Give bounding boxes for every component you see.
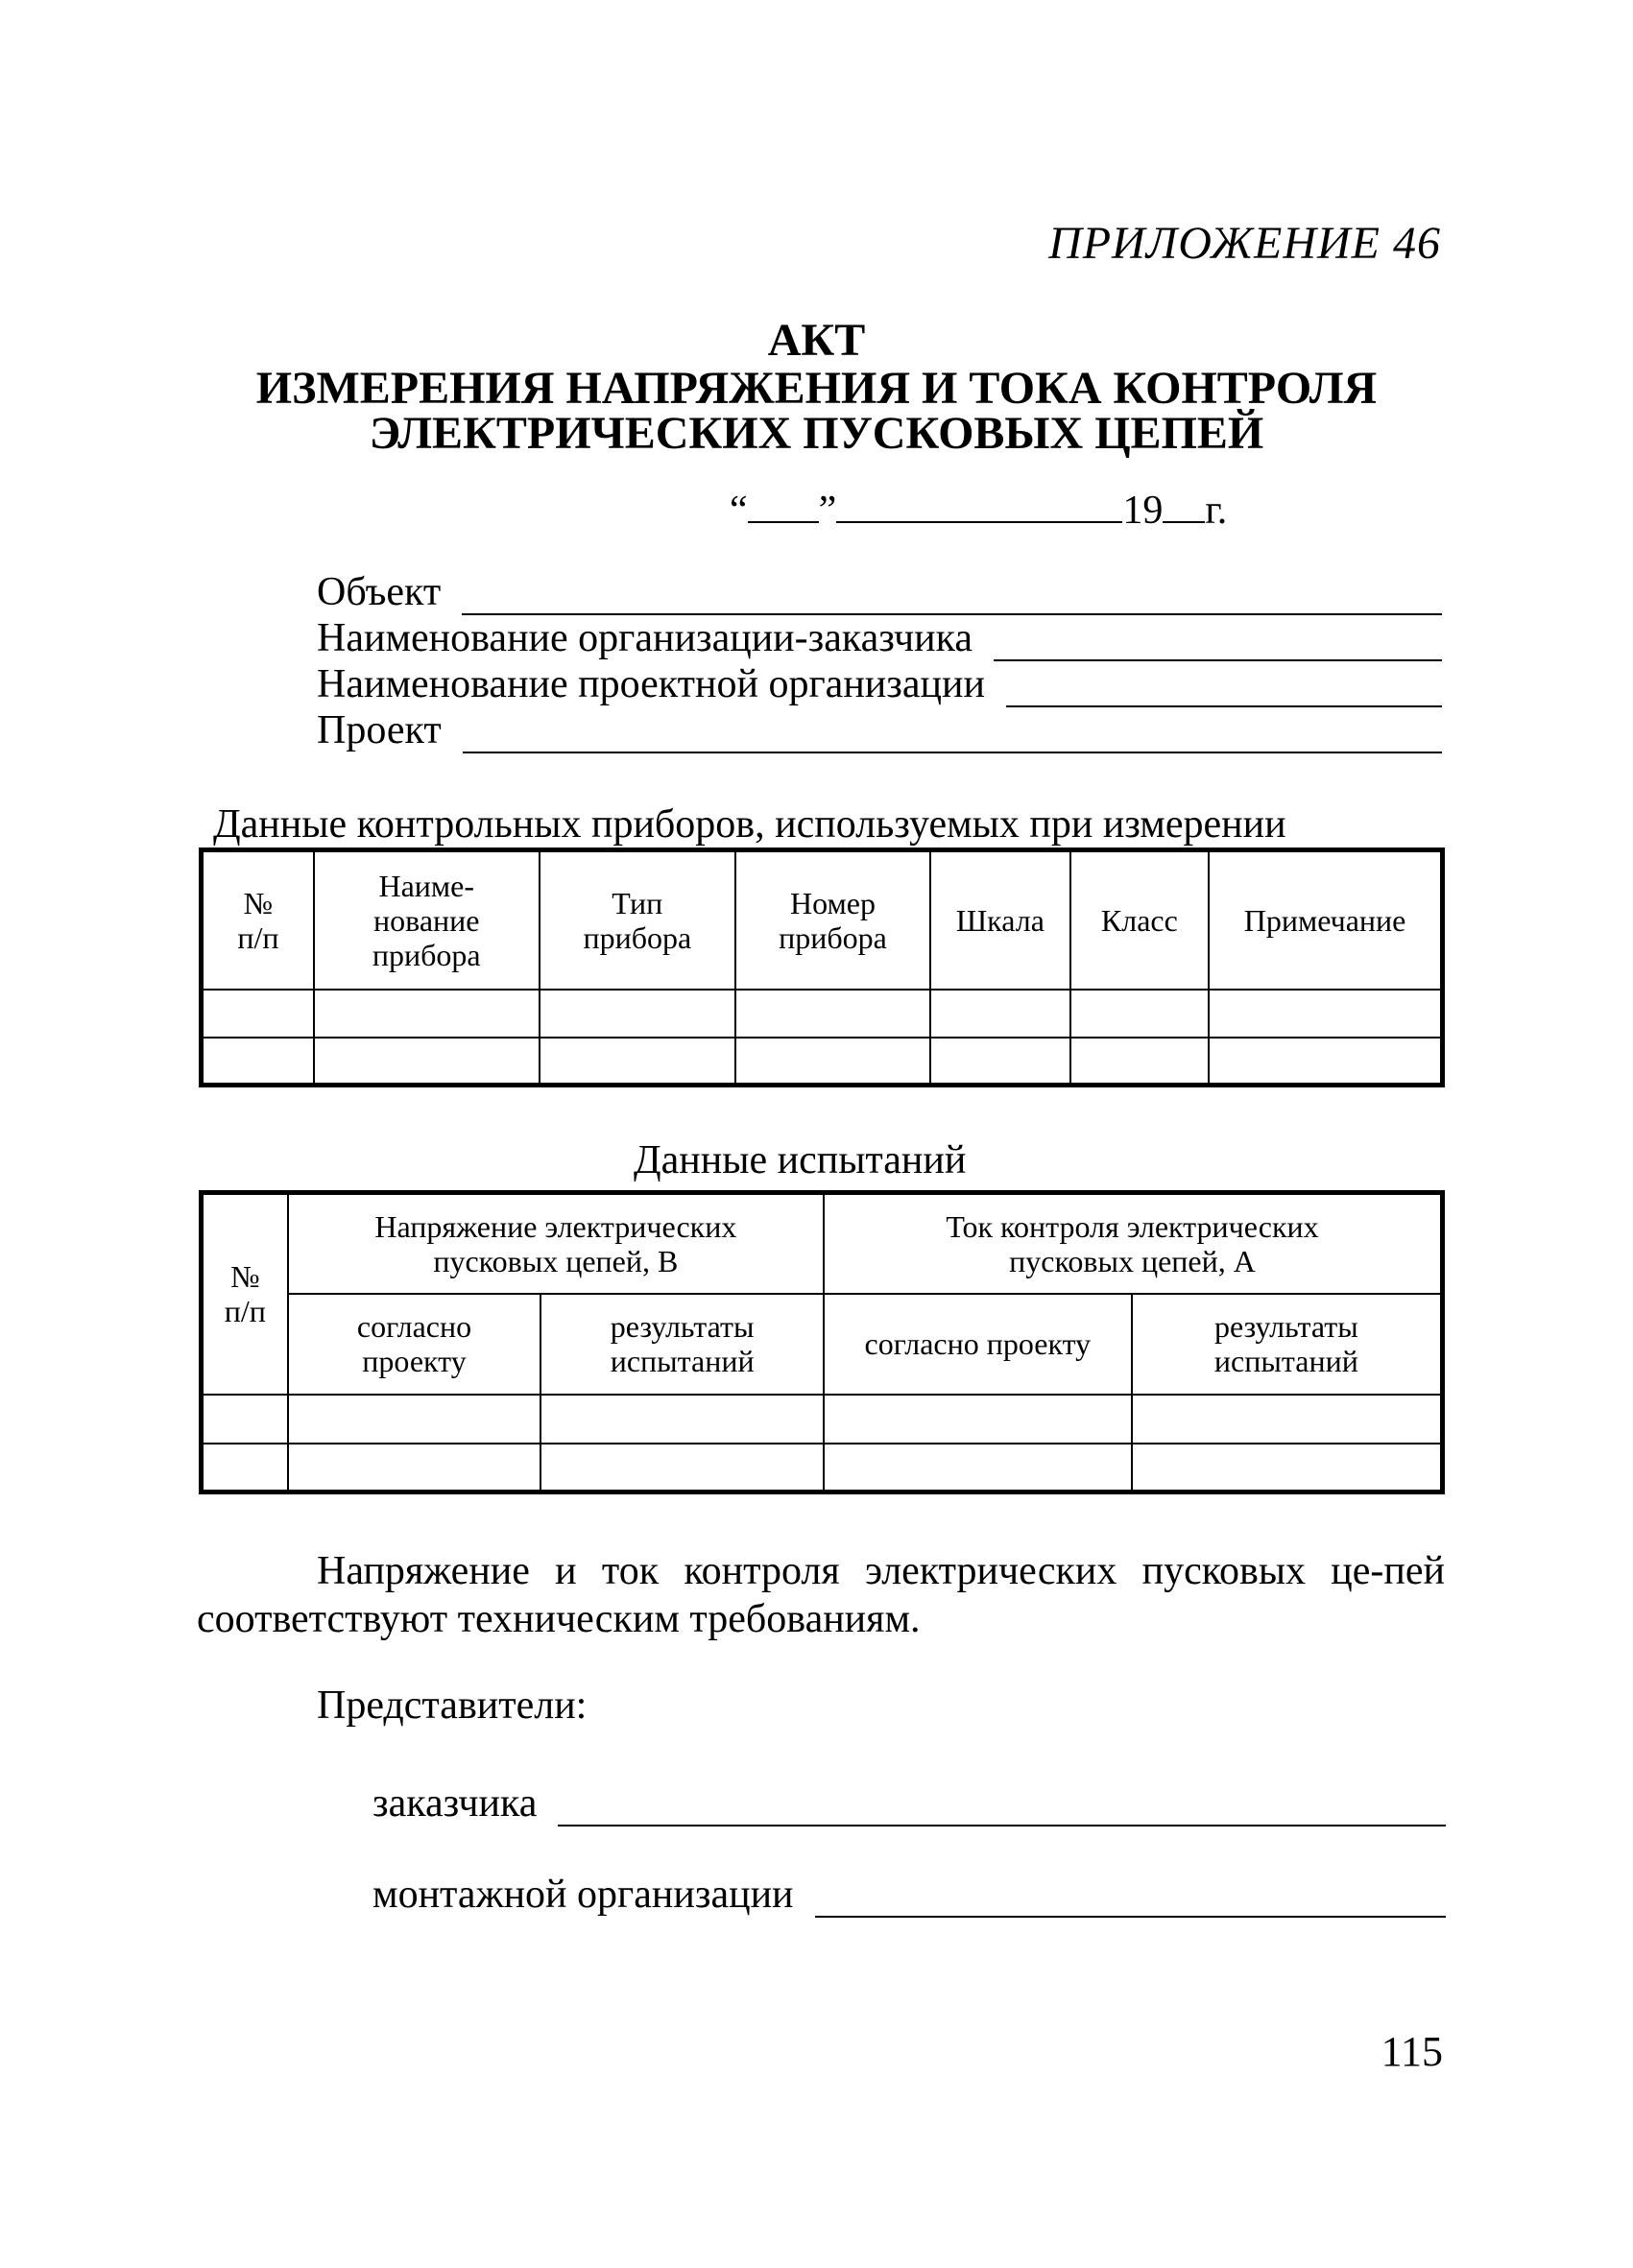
field-customer	[317, 615, 1442, 661]
instruments-header-cell: Примечание	[1209, 850, 1442, 990]
appendix-label: ПРИЛОЖЕНИЕ 46	[1048, 218, 1441, 269]
field-design-org-blank[interactable]	[1006, 677, 1442, 707]
signature-customer-blank[interactable]	[558, 1796, 1446, 1826]
header-fields	[317, 569, 1442, 753]
table-cell[interactable]	[1070, 990, 1209, 1038]
instruments-header-cell: Тип прибора	[540, 850, 735, 990]
date-line	[730, 485, 1227, 534]
tests-table	[199, 1190, 1445, 1494]
signature-installer-label: монтажной организации	[372, 1873, 794, 1917]
tests-header-current: Ток контроля электрических пусковых цепей, А	[824, 1193, 1443, 1294]
table-cell[interactable]	[1132, 1395, 1443, 1444]
instruments-header-cell: Номер прибора	[735, 850, 930, 990]
date-year-prefix: 19	[1122, 489, 1164, 533]
instruments-header-cell: Наиме- нование прибора	[314, 850, 540, 990]
instruments-caption: Данные контрольных приборов, используемых при измерении	[213, 802, 1286, 847]
table-cell[interactable]	[1132, 1444, 1443, 1492]
tests-sub-header-cell: результаты испытаний	[540, 1294, 824, 1395]
tests-header-num: № п/п	[202, 1193, 288, 1395]
table-cell[interactable]	[735, 1038, 930, 1086]
signature-customer-label: заказчика	[372, 1781, 538, 1826]
conclusion	[197, 1547, 1445, 1643]
field-project-blank[interactable]	[463, 723, 1442, 753]
field-customer-blank[interactable]	[994, 631, 1442, 661]
table-cell[interactable]	[202, 1444, 288, 1492]
table-cell[interactable]	[288, 1444, 541, 1492]
field-design-org	[317, 661, 1442, 707]
date-month-blank[interactable]	[836, 485, 1122, 523]
signature-customer	[372, 1780, 1446, 1826]
table-cell[interactable]	[824, 1444, 1132, 1492]
table-cell[interactable]	[202, 1395, 288, 1444]
table-cell[interactable]	[202, 990, 314, 1038]
tests-sub-header-row	[202, 1294, 1443, 1395]
table-cell[interactable]	[824, 1395, 1132, 1444]
tests-sub-header-cell: согласно проекту	[288, 1294, 541, 1395]
table-row	[202, 1444, 1443, 1492]
instruments-header-row	[202, 850, 1443, 990]
table-cell[interactable]	[288, 1395, 541, 1444]
instruments-header-cell: Класс	[1070, 850, 1209, 990]
field-design-org-label: Наименование проектной организации	[317, 662, 985, 706]
table-cell[interactable]	[540, 1395, 824, 1444]
document-title: АКТ	[767, 315, 866, 366]
table-cell[interactable]	[735, 990, 930, 1038]
document-subtitle-line-1: ИЗМЕРЕНИЯ НАПРЯЖЕНИЯ И ТОКА КОНТРОЛЯ	[255, 363, 1378, 414]
date-year-suffix: г.	[1205, 489, 1228, 533]
field-project	[317, 707, 1442, 753]
table-cell[interactable]	[1209, 990, 1442, 1038]
table-row	[202, 1038, 1443, 1086]
instruments-table	[199, 848, 1445, 1087]
table-cell[interactable]	[930, 990, 1070, 1038]
instruments-header-cell: Шкала	[930, 850, 1070, 990]
signature-installer-blank[interactable]	[815, 1887, 1446, 1918]
table-cell[interactable]	[1209, 1038, 1442, 1086]
field-object	[317, 569, 1442, 615]
instruments-header-cell: № п/п	[202, 850, 314, 990]
date-open-quote: “	[730, 489, 748, 533]
table-cell[interactable]	[930, 1038, 1070, 1086]
page-number: 115	[1381, 2028, 1443, 2075]
date-year-blank[interactable]	[1163, 485, 1205, 523]
representatives-heading: Представители:	[317, 1683, 588, 1728]
table-row	[202, 1395, 1443, 1444]
tests-caption: Данные испытаний	[634, 1138, 967, 1182]
table-cell[interactable]	[1070, 1038, 1209, 1086]
table-cell[interactable]	[314, 1038, 540, 1086]
field-object-blank[interactable]	[462, 585, 1442, 615]
date-day-blank[interactable]	[748, 485, 819, 523]
conclusion-text: Напряжение и ток контроля электрических пусковых це-пей соответствуют техническим требованиям.	[197, 1549, 1445, 1641]
field-object-label: Объект	[317, 570, 442, 614]
table-cell[interactable]	[314, 990, 540, 1038]
field-project-label: Проект	[317, 708, 442, 752]
table-cell[interactable]	[540, 1038, 735, 1086]
document-subtitle-line-2: ЭЛЕКТРИЧЕСКИХ ПУСКОВЫХ ЦЕПЕЙ	[369, 408, 1264, 459]
table-cell[interactable]	[540, 990, 735, 1038]
table-row	[202, 990, 1443, 1038]
table-cell[interactable]	[202, 1038, 314, 1086]
tests-sub-header-cell: результаты испытаний	[1132, 1294, 1443, 1395]
tests-sub-header-cell: согласно проекту	[824, 1294, 1132, 1395]
tests-header-voltage: Напряжение электрических пусковых цепей, В	[288, 1193, 824, 1294]
date-close-quote: ”	[818, 489, 837, 533]
field-customer-label: Наименование организации-заказчика	[317, 616, 973, 660]
signature-installer	[372, 1872, 1446, 1918]
tests-group-header-row	[202, 1193, 1443, 1294]
table-cell[interactable]	[540, 1444, 824, 1492]
